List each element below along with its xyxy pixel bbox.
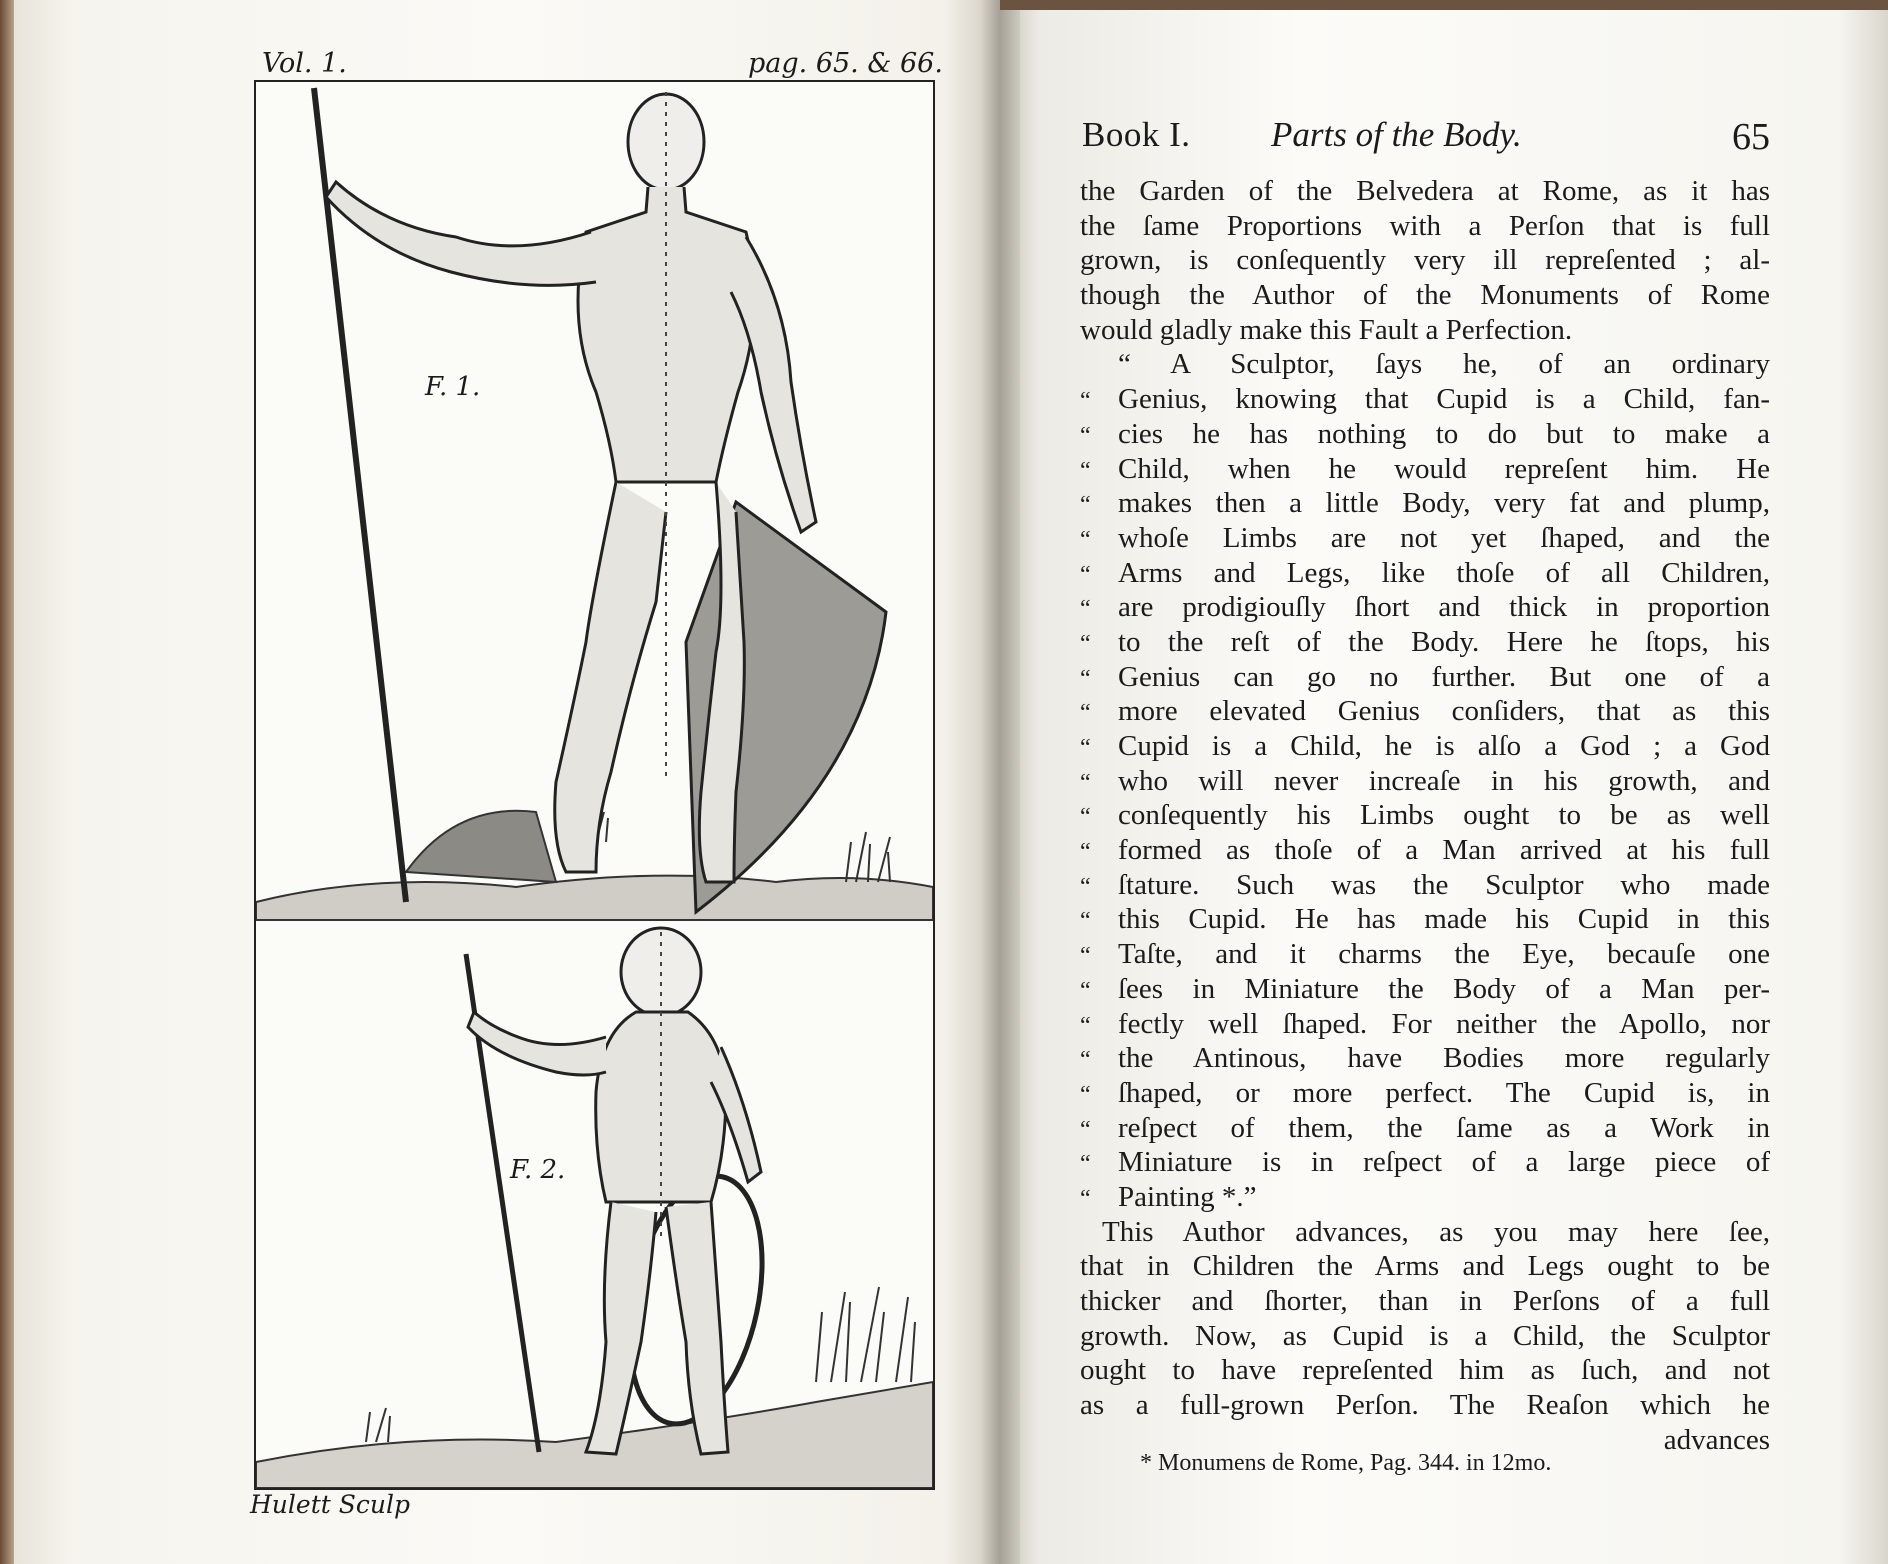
quoted-line (1080, 937, 1770, 972)
quote-mark: “ (1080, 769, 1091, 796)
figure-1-man (256, 88, 933, 920)
engraving-illustration (256, 82, 933, 1488)
quote-mark: “ (1080, 457, 1091, 484)
text-line: are prodigiouſly ſhort and thick in proportion (1118, 591, 1770, 624)
text-line: ſhaped, or more perfect. The Cupid is, in (1118, 1076, 1770, 1109)
text-line: reſpect of them, the ſame as a Work in (1118, 1111, 1770, 1144)
quote-mark: “ (1080, 1047, 1091, 1074)
quoted-line (1080, 1145, 1770, 1180)
text-line: would gladly make this Fault a Perfection. (1080, 313, 1573, 346)
quote-mark: “ (1080, 1151, 1091, 1178)
quote-mark: “ (1080, 492, 1091, 519)
quoted-line (1080, 1041, 1770, 1076)
footnote: * Monumens de Rome, Pag. 344. in 12mo. (1140, 1450, 1552, 1476)
text-line: thicker and ſhorter, than in Perſons of a full (1080, 1285, 1770, 1317)
quote-mark: “ (1080, 839, 1091, 866)
quote-mark: “ (1080, 422, 1091, 449)
text-line: Genius can go no further. But one of a (1118, 660, 1770, 693)
quoted-line (1080, 764, 1770, 799)
text-line: as a full-grown Perſon. The Reaſon which he (1080, 1389, 1770, 1422)
quote-mark: “ (1080, 526, 1091, 553)
text-line: fectly well ſhaped. For neither the Apollo, nor (1118, 1007, 1770, 1040)
text-line: Miniature is in reſpect of a large piece of (1118, 1146, 1770, 1179)
quote-mark: “ (1080, 388, 1091, 415)
text-line: conſequently his Limbs ought to be as well (1118, 799, 1770, 832)
quote-mark: “ (1080, 908, 1091, 935)
figure-1-label: F. 1. (425, 372, 481, 402)
catchword: advances (1663, 1423, 1770, 1456)
text-line: though the Author of the Monuments of Rome (1080, 279, 1770, 312)
text-line: Taſte, and it charms the Eye, becauſe one (1118, 938, 1770, 971)
quoted-line (1080, 417, 1770, 452)
text-line: the Antinous, have Bodies more regularly (1118, 1042, 1770, 1075)
text-line: to the reſt of the Body. Here he ſtops, his (1118, 625, 1770, 658)
quoted-line (1080, 694, 1770, 729)
text-line: Genius, knowing that Cupid is a Child, fan- (1118, 383, 1770, 416)
quote-mark: “ (1080, 1081, 1091, 1108)
text-line: Cupid is a Child, he is alſo a God ; a God (1118, 730, 1770, 762)
quote-mark: “ (1080, 1185, 1091, 1212)
quoted-line (1080, 868, 1770, 903)
quote-mark: “ (1080, 735, 1091, 761)
quoted-line (1080, 902, 1770, 937)
quote-mark: “ (1080, 665, 1091, 692)
quote-mark: “ (1080, 977, 1091, 1004)
quoted-line (1080, 452, 1770, 487)
quoted-line (1080, 972, 1770, 1007)
quoted-line (1080, 382, 1770, 417)
quote-mark: “ (1080, 943, 1091, 970)
text-line: ſtature. Such was the Sculptor who made (1118, 868, 1770, 901)
quoted-line (1080, 660, 1770, 695)
page-number: 65 (1732, 116, 1770, 158)
quote-mark: “ (1080, 804, 1091, 831)
quoted-line (1080, 1111, 1770, 1146)
quote-mark: “ (1080, 1116, 1091, 1143)
quoted-line (1080, 556, 1770, 591)
text-line: who will never increaſe in his growth, and (1118, 764, 1770, 797)
quoted-line (1080, 1180, 1770, 1215)
text-line: ſees in Miniature the Body of a Man per- (1118, 972, 1770, 1005)
quoted-line (1080, 521, 1770, 556)
text-line: that in Children the Arms and Legs ought to be (1080, 1250, 1770, 1283)
engraving-plate (254, 80, 935, 1490)
text-line: formed as thoſe of a Man arrived at his full (1118, 834, 1770, 867)
text-line: Arms and Legs, like thoſe of all Children, (1118, 556, 1770, 589)
text-line: ought to have repreſented him as ſuch, and not (1080, 1354, 1770, 1387)
quoted-line (1080, 1007, 1770, 1042)
text-line: more elevated Genius conſiders, that as this (1118, 695, 1770, 728)
book-number: Book I. (1082, 115, 1191, 154)
body-text (1080, 174, 1770, 1457)
text-line: the ſame Proportions with a Perſon that is full (1080, 209, 1770, 242)
chapter-title: Parts of the Body. (1271, 115, 1522, 154)
text-line: the Garden of the Belvedera at Rome, as it has (1080, 175, 1770, 207)
engraver-signature: Hulett Sculp (250, 1490, 410, 1519)
text-line: growth. Now, as Cupid is a Child, the Sculptor (1080, 1319, 1770, 1352)
text-line: This Author advances, as you may here ſee, (1102, 1215, 1770, 1248)
quoted-line (1080, 486, 1770, 521)
quoted-line (1080, 625, 1770, 660)
quote-mark: “ (1080, 700, 1091, 727)
quoted-line (1080, 1076, 1770, 1111)
quoted-line (1080, 798, 1770, 833)
figure-2-label: F. 2. (510, 1155, 566, 1185)
quote-mark: “ (1080, 630, 1091, 657)
running-header (1082, 115, 1770, 163)
quote-mark: “ (1080, 596, 1091, 623)
text-line: grown, is conſequently very ill repreſented ; al- (1080, 244, 1770, 277)
quote-mark: “ (1080, 561, 1091, 588)
text-line: whoſe Limbs are not yet ſhaped, and the (1118, 521, 1770, 554)
text-line: makes then a little Body, very fat and plump, (1118, 487, 1770, 520)
plate-volume-label: Vol. 1. (262, 48, 347, 79)
text-line: Child, when he would repreſent him. He (1118, 452, 1770, 485)
text-line: this Cupid. He has made his Cupid in this (1118, 903, 1770, 936)
book-gutter (980, 0, 1020, 1564)
text-line: “ A Sculptor, ſays he, of an ordinary (1118, 348, 1770, 381)
quote-mark: “ (1080, 1012, 1091, 1039)
quoted-line (1080, 729, 1770, 764)
quote-mark: “ (1080, 873, 1091, 900)
figure-2-child (256, 928, 933, 1488)
book-edge (1000, 0, 1888, 10)
quoted-line (1080, 590, 1770, 625)
quoted-line (1080, 833, 1770, 868)
plate-page-reference: pag. 65. & 66. (748, 48, 943, 79)
text-line: cies he has nothing to do but to make a (1118, 417, 1770, 450)
text-line: Painting *.” (1118, 1180, 1257, 1213)
